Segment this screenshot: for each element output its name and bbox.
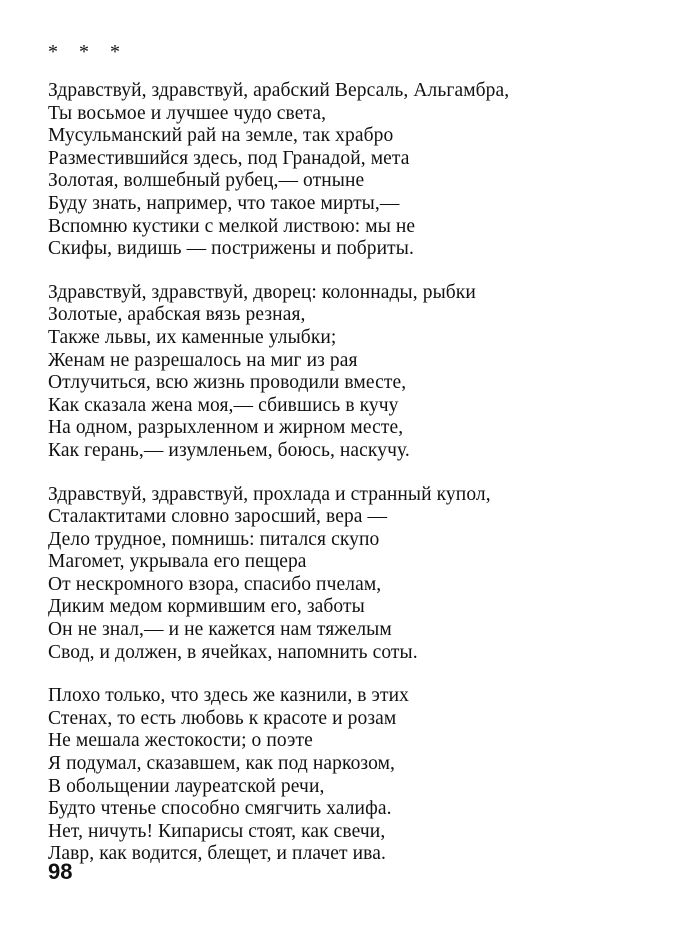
stanza-4 [48,685,648,866]
poem-line: Здравствуй, здравствуй, прохлада и странный купол, [48,483,491,505]
section-asterisks: * * * [48,41,128,63]
stanza-1 [48,80,648,261]
poem-line: Как сказала жена моя,— сбившись в кучу [48,394,399,416]
poem-line: Он не знал,— и не кажется нам тяжелым [48,619,392,641]
poem-line: Не мешала жестокости; о поэте [48,730,313,752]
poem-line: Я подумал, сказавшем, как под наркозом, [48,753,396,775]
poem-line: Нет, ничуть! Кипарисы стоят, как свечи, [48,820,386,842]
poem-line: Золотая, волшебный рубец,— отныне [48,170,365,192]
poem-line: Будто чтенье способно смягчить халифа. [48,798,392,820]
poem-line: Здравствуй, здравствуй, арабский Версаль, Альгамбра, [48,80,510,101]
poem-line: От нескромного взора, спасибо пчелам, [48,573,382,595]
poem-line: На одном, разрыхленном и жирном месте, [48,417,404,439]
poem-line: Сталактитами словно заросший, вера — [48,506,388,528]
poem-line: В обольщении лауреатской речи, [48,775,325,797]
poem-line: Ты восьмое и лучшее чудо света, [48,102,327,124]
poem-line: Мусульманский рай на земле, так храбро [48,125,394,147]
poem-line: Плохо только, что здесь же казнили, в этих [48,685,410,707]
poem-line: Здравствуй, здравствуй, дворец: колоннады, рыбки [48,281,476,303]
poem-line: Свод, и должен, в ячейках, напомнить соты. [48,641,418,663]
page-number: 98 [48,859,73,884]
poem-line: Буду знать, например, что такое мирты,— [48,192,400,214]
poem-line: Женам не разрешалось на миг из рая [48,349,358,371]
poem-line: Магомет, укрывала его пещера [48,551,307,573]
poem-line: Также львы, их каменные улыбки; [48,326,337,348]
poem-line: Как герань,— изумленьем, боюсь, наскучу. [48,439,410,461]
poem [48,80,648,887]
poem-line: Дело трудное, помнишь: питался скупо [48,528,380,550]
poem-line: Скифы, видишь — пострижены и побриты. [48,238,414,260]
poem-line: Вспомню кустики с мелкой листвою: мы не [48,215,416,237]
poem-line: Стенах, то есть любовь к красоте и розам [48,707,397,729]
poem-line: Разместившийся здесь, под Гранадой, мета [48,147,410,169]
poem-line: Отлучиться, всю жизнь проводили вместе, [48,372,407,394]
poem-line: Лавр, как водится, блещет, и плачет ива. [48,843,386,865]
poem-line: Диким медом кормившим его, заботы [48,596,365,618]
stanza-2 [48,282,648,463]
poem-line: Золотые, арабская вязь резная, [48,304,306,326]
stanza-3 [48,484,648,665]
